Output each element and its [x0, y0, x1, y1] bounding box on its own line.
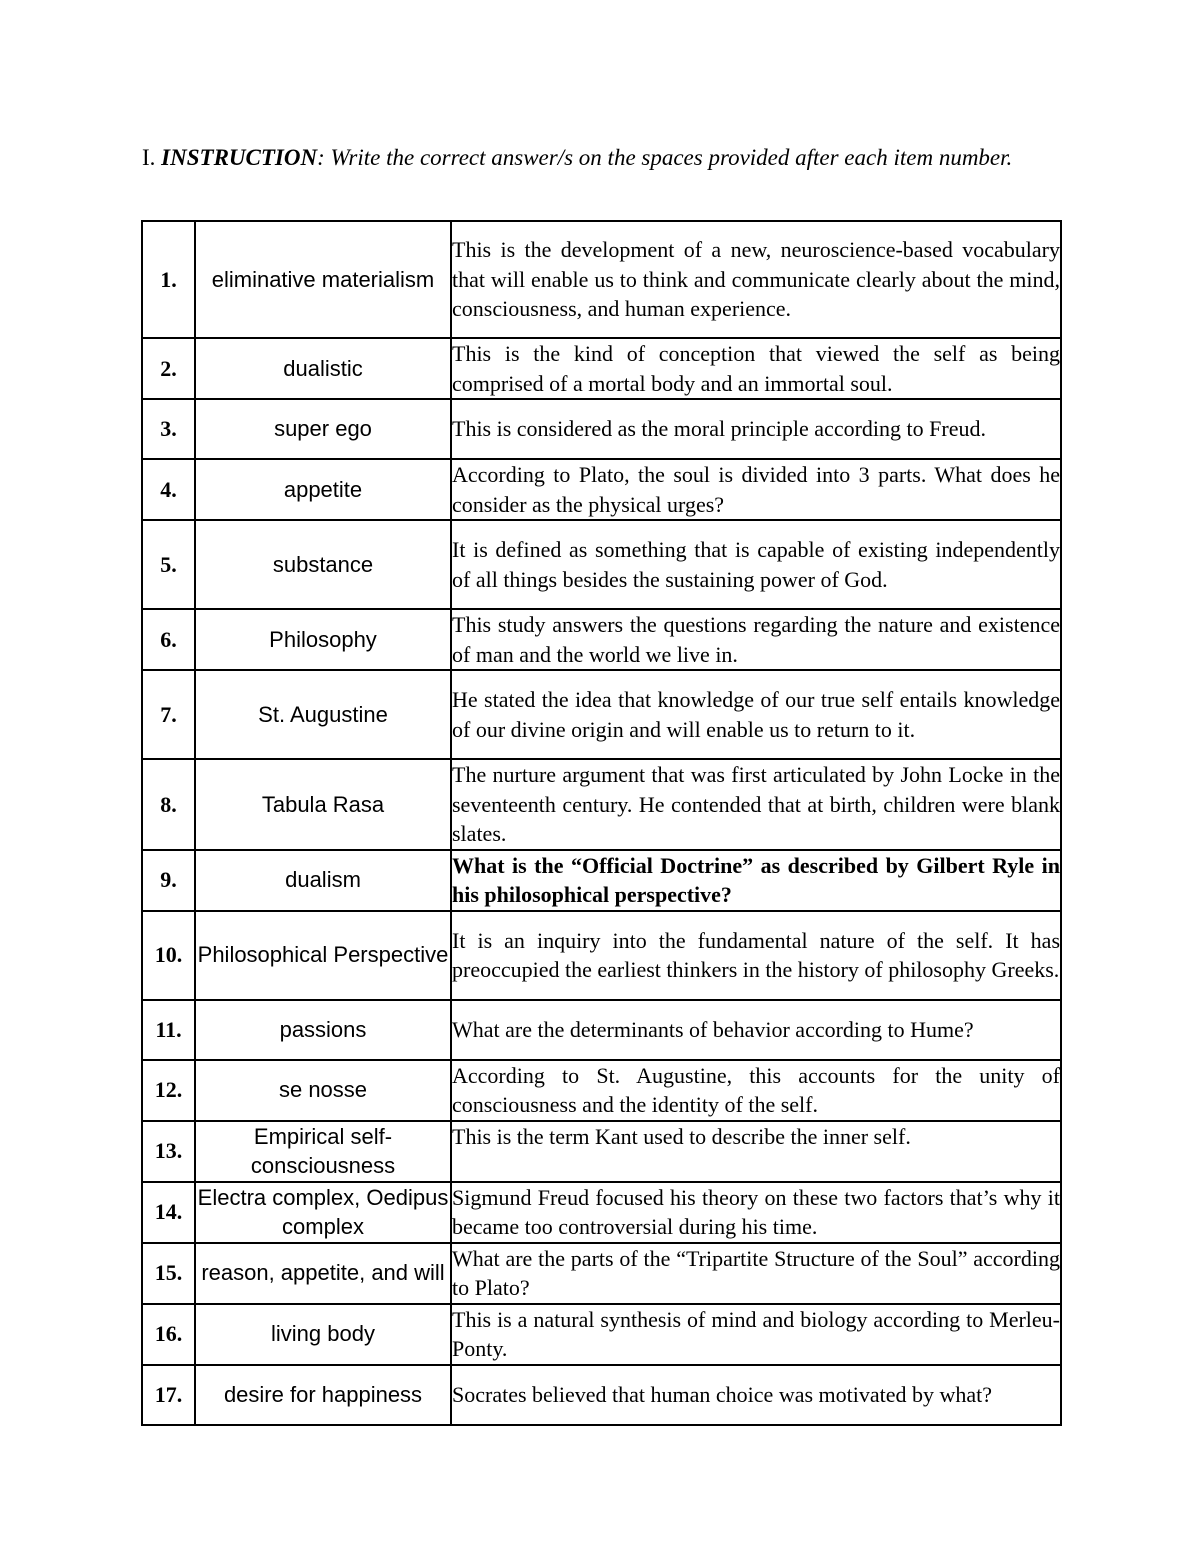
table-row	[142, 221, 1061, 338]
table-row	[142, 459, 1061, 520]
instruction-label: INSTRUCTION	[161, 145, 318, 170]
item-number: 3.	[142, 399, 195, 459]
item-number: 16.	[142, 1304, 195, 1365]
item-number: 2.	[142, 338, 195, 399]
item-number: 10.	[142, 911, 195, 1000]
answer-cell[interactable]: se nosse	[195, 1060, 451, 1121]
item-number: 14.	[142, 1182, 195, 1243]
answer-cell[interactable]: living body	[195, 1304, 451, 1365]
answer-cell[interactable]: super ego	[195, 399, 451, 459]
question-cell: This is the development of a new, neuroscience-based vocabulary that will enable us to think and communicate clearly about the mind, consciousness, and human experience.	[451, 221, 1061, 338]
table-row	[142, 338, 1061, 399]
item-number: 17.	[142, 1365, 195, 1425]
question-cell: This is the term Kant used to describe the inner self.	[451, 1121, 1061, 1182]
table-row	[142, 911, 1061, 1000]
answer-cell[interactable]: St. Augustine	[195, 670, 451, 759]
table-row	[142, 1121, 1061, 1182]
item-number: 8.	[142, 759, 195, 850]
item-number: 11.	[142, 1000, 195, 1060]
instruction-text: Write the correct answer/s on the spaces provided after each item number.	[330, 145, 1013, 170]
table-row	[142, 1304, 1061, 1365]
question-cell: This is considered as the moral principle according to Freud.	[451, 399, 1061, 459]
answer-cell[interactable]: substance	[195, 520, 451, 609]
table-row	[142, 609, 1061, 670]
item-number: 9.	[142, 850, 195, 911]
answer-cell[interactable]: dualistic	[195, 338, 451, 399]
table-row	[142, 1365, 1061, 1425]
question-cell: What are the determinants of behavior according to Hume?	[451, 1000, 1061, 1060]
item-number: 5.	[142, 520, 195, 609]
table-row	[142, 520, 1061, 609]
answer-cell[interactable]: dualism	[195, 850, 451, 911]
question-cell: What are the parts of the “Tripartite Structure of the Soul” according to Plato?	[451, 1243, 1061, 1304]
table-row	[142, 1243, 1061, 1304]
answer-cell[interactable]: Tabula Rasa	[195, 759, 451, 850]
table-row	[142, 759, 1061, 850]
question-cell: What is the “Official Doctrine” as described by Gilbert Ryle in his philosophical perspective?	[451, 850, 1061, 911]
answer-cell[interactable]: Philosophical Perspective	[195, 911, 451, 1000]
item-number: 4.	[142, 459, 195, 520]
question-cell: Socrates believed that human choice was motivated by what?	[451, 1365, 1061, 1425]
table-row	[142, 399, 1061, 459]
question-cell: He stated the idea that knowledge of our true self entails knowledge of our divine origin and will enable us to return to it.	[451, 670, 1061, 759]
question-cell: This is a natural synthesis of mind and biology according to Merleu-Ponty.	[451, 1304, 1061, 1365]
question-cell: According to St. Augustine, this accounts for the unity of consciousness and the identity of the self.	[451, 1060, 1061, 1121]
table-row	[142, 1000, 1061, 1060]
answer-table	[141, 220, 1062, 1426]
section-number: I.	[142, 145, 156, 170]
item-number: 6.	[142, 609, 195, 670]
question-cell: This is the kind of conception that viewed the self as being comprised of a mortal body and an immortal soul.	[451, 338, 1061, 399]
item-number: 13.	[142, 1121, 195, 1182]
table-row	[142, 1060, 1061, 1121]
instruction-paragraph	[142, 142, 1060, 173]
answer-cell[interactable]: Empirical self-consciousness	[195, 1121, 451, 1182]
item-number: 12.	[142, 1060, 195, 1121]
answer-cell[interactable]: reason, appetite, and will	[195, 1243, 451, 1304]
item-number: 7.	[142, 670, 195, 759]
table-row	[142, 1182, 1061, 1243]
item-number: 1.	[142, 221, 195, 338]
answer-cell[interactable]: passions	[195, 1000, 451, 1060]
question-cell: Sigmund Freud focused his theory on these two factors that’s why it became too controversial during his time.	[451, 1182, 1061, 1243]
question-cell: According to Plato, the soul is divided into 3 parts. What does he consider as the physical urges?	[451, 459, 1061, 520]
answer-cell[interactable]: appetite	[195, 459, 451, 520]
answer-cell[interactable]: Philosophy	[195, 609, 451, 670]
answer-cell[interactable]: desire for happiness	[195, 1365, 451, 1425]
answer-cell[interactable]: eliminative materialism	[195, 221, 451, 338]
answer-cell[interactable]: Electra complex, Oedipus complex	[195, 1182, 451, 1243]
item-number: 15.	[142, 1243, 195, 1304]
table-row	[142, 670, 1061, 759]
question-cell: The nurture argument that was first articulated by John Locke in the seventeenth century. He contended that at birth, children were blank slates.	[451, 759, 1061, 850]
question-cell: It is defined as something that is capable of existing independently of all things besides the sustaining power of God.	[451, 520, 1061, 609]
table-row	[142, 850, 1061, 911]
instruction-colon: :	[317, 145, 325, 170]
question-cell: This study answers the questions regarding the nature and existence of man and the world we live in.	[451, 609, 1061, 670]
question-cell: It is an inquiry into the fundamental nature of the self. It has preoccupied the earliest thinkers in the history of philosophy Greeks.	[451, 911, 1061, 1000]
